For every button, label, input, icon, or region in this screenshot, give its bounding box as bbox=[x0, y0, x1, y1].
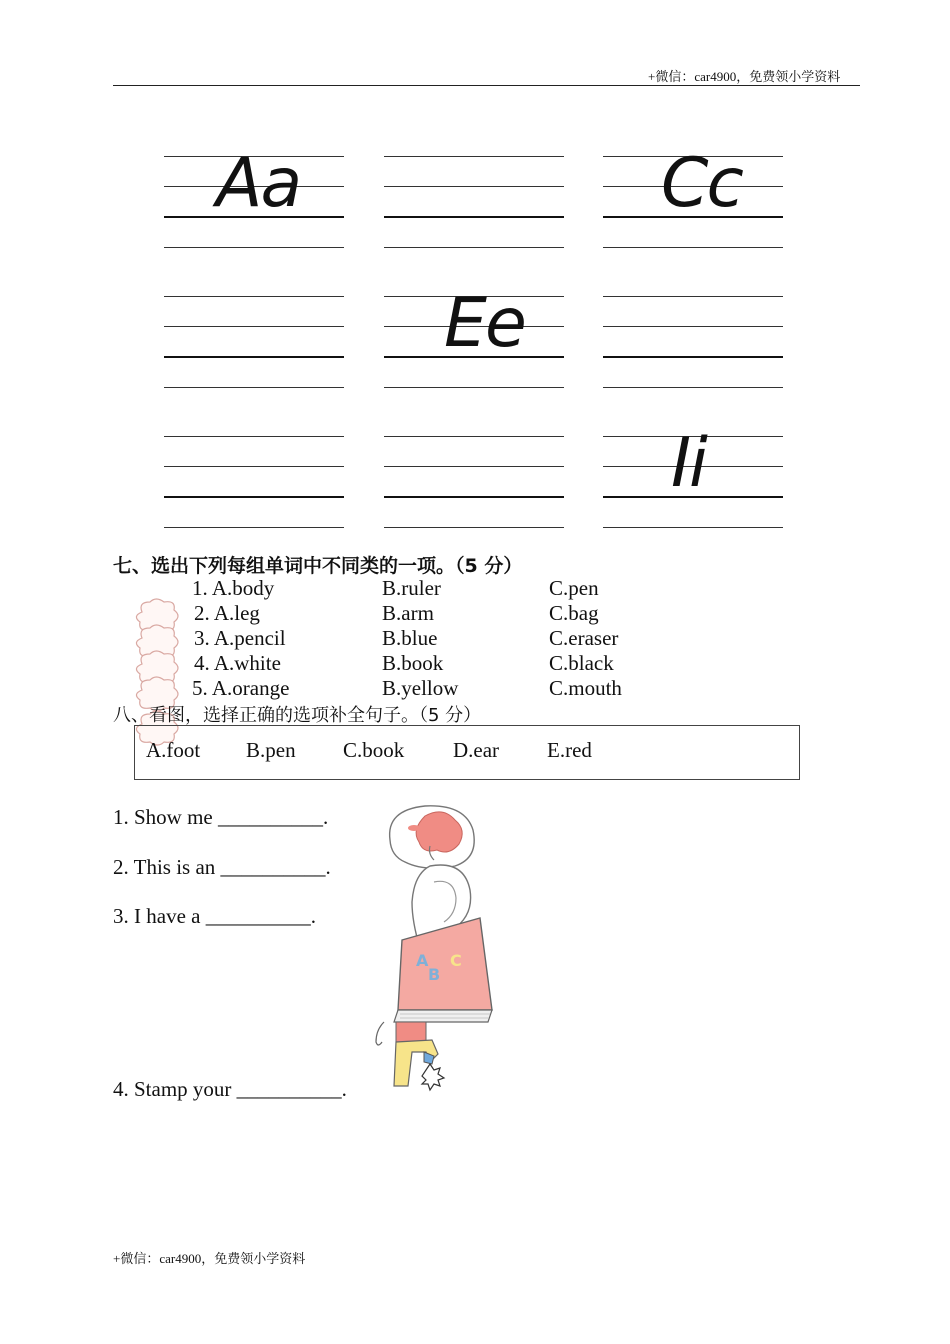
header-rule bbox=[113, 85, 860, 86]
book-letter-c: C bbox=[450, 951, 462, 970]
cell-letter: Ee bbox=[444, 284, 525, 363]
sentence-4: 4. Stamp your __________. bbox=[113, 1077, 347, 1101]
word-option-b: B.pen bbox=[246, 738, 296, 762]
header-note: +微信：car4900，免费领小学资料 bbox=[648, 69, 841, 84]
option-b: B.yellow bbox=[382, 676, 459, 700]
sentence-3: 3. I have a __________. bbox=[113, 904, 316, 928]
footer-note: +微信：car4900，免费领小学资料 bbox=[113, 1251, 306, 1266]
option-b: B.book bbox=[382, 651, 444, 675]
word-option-d: D.ear bbox=[453, 738, 500, 762]
option-b: B.blue bbox=[382, 626, 438, 650]
option-a: 1. A.body bbox=[192, 576, 275, 600]
sentence-2: 2. This is an __________. bbox=[113, 855, 331, 879]
word-option-c: C.book bbox=[343, 738, 405, 762]
cell-letter: Cc bbox=[661, 144, 742, 223]
book-letter-b: B bbox=[428, 965, 441, 984]
option-c: C.black bbox=[549, 651, 614, 675]
section8-title: 八、看图，选择正确的选项补全句子。（5 分） bbox=[113, 705, 482, 726]
word-option-a: A.foot bbox=[146, 738, 201, 762]
sentence-1: 1. Show me __________. bbox=[113, 805, 329, 829]
cell-letter: Ii bbox=[671, 424, 706, 503]
option-b: B.ruler bbox=[382, 576, 441, 600]
option-b: B.arm bbox=[382, 601, 434, 625]
child-figure bbox=[376, 1022, 444, 1090]
book-icon bbox=[394, 918, 492, 1022]
option-c: C.mouth bbox=[549, 676, 622, 700]
picture-illustration bbox=[370, 800, 505, 1100]
option-a: 4. A.white bbox=[194, 651, 281, 675]
cell-letter: Aa bbox=[216, 144, 301, 223]
option-a: 3. A.pencil bbox=[194, 626, 286, 650]
section7-title: 七、选出下列每组单词中不同类的一项。（5 分） bbox=[113, 555, 523, 577]
book-letter-a: A bbox=[416, 951, 429, 970]
option-a: 2. A.leg bbox=[194, 601, 260, 625]
option-c: C.pen bbox=[549, 576, 599, 600]
word-option-e: E.red bbox=[547, 738, 592, 762]
option-c: C.bag bbox=[549, 601, 599, 625]
option-a: 5. A.orange bbox=[192, 676, 290, 700]
option-c: C.eraser bbox=[549, 626, 619, 650]
brain-icon bbox=[390, 806, 475, 868]
